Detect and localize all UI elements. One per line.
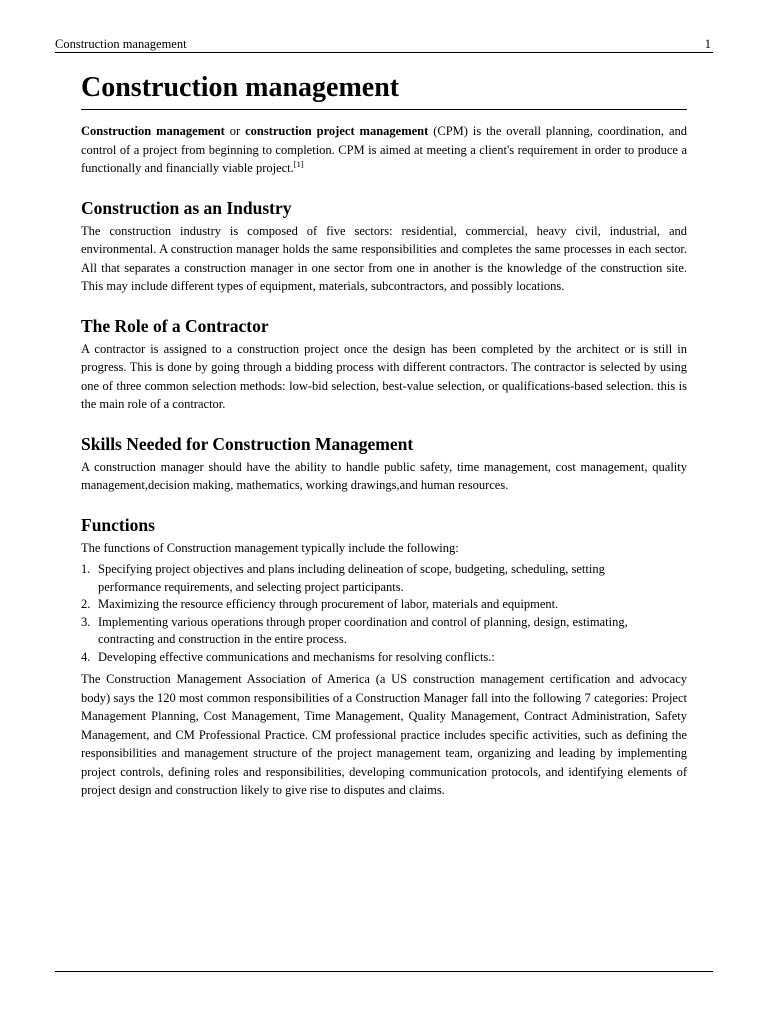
list-item-text: Developing effective communications and mechanisms for resolving conflicts.: <box>98 649 495 664</box>
intro-term-1: Construction management <box>81 124 225 138</box>
running-title: Construction management <box>55 37 187 51</box>
section-heading-skills: Skills Needed for Construction Management <box>81 433 414 454</box>
page-title: Construction management <box>81 70 687 110</box>
intro-text: (CPM) is the overall planning, coordination, and control of a project from beginning to completion. CPM is aimed at meeting a client's requirement in order to produce a functionally and financially viable project. <box>81 124 687 175</box>
list-item <box>81 561 687 596</box>
running-header <box>55 36 713 52</box>
functions-list <box>81 561 687 666</box>
functions-closing: The Construction Management Association of America (a US construction management certification and advocacy body) says the 120 most common responsibilities of a Construction Manager fall into the following 7 categories: Project Management Planning, Cost Management, Time Management, Quality Management, Contract Administration, Safety Management, and CM Professional Practice. CM professional practice includes specific activities, such as defining the responsibilities and management structure of the project management team, organizing and leading by implementing project controls, defining roles and responsibilities, developing communication protocols, and identifying elements of project design and construction likely to give rise to disputes and claims. <box>81 672 687 797</box>
intro-term-2: construction project management <box>245 124 429 138</box>
section-body-contractor: A contractor is assigned to a construction project once the design has been completed by the architect or is still in progress. This is done by going through a bidding process with different contractors. The contractor is selected by using one of three common selection methods: low-bid selection, best-value selection, or qualifications-based selection. this is the main role of a contractor. <box>81 341 687 411</box>
list-item-text: Specifying project objectives and plans including delineation of scope, budgeting, scheduling, setting performance requirements, and selecting project participants. <box>98 562 605 594</box>
list-item-number: 2. <box>81 597 91 611</box>
section-body-skills: A construction manager should have the ability to handle public safety, time management, cost management, quality management,decision making, mathematics, working drawings,and human resources. <box>81 459 687 492</box>
section-body-industry: The construction industry is composed of five sectors: residential, commercial, heavy civil, industrial, and environmental. A construction manager holds the same responsibilities and completes the same processes in each sector. All that separates a construction manager in one sector from one in another is the knowledge of the construction site. This may include different types of equipment, materials, subcontractors, and possibly locations. <box>81 223 687 293</box>
section-heading-functions: Functions <box>81 514 155 535</box>
list-item-number: 3. <box>81 614 91 629</box>
list-item-text: Implementing various operations through proper coordination and control of planning, design, estimating, contracting and construction in the entire process. <box>98 614 628 646</box>
list-item <box>81 596 687 614</box>
citation-link[interactable]: [1] <box>293 159 304 169</box>
functions-lead: The functions of Construction management typically include the following: <box>81 540 459 555</box>
section-heading-contractor: The Role of a Contractor <box>81 315 269 336</box>
page-number: 1 <box>704 37 711 51</box>
list-item-number: 4. <box>81 649 91 664</box>
footer-rule <box>55 971 713 972</box>
intro-or: or <box>224 124 246 138</box>
list-item <box>81 649 687 667</box>
list-item <box>81 614 687 649</box>
article-content <box>81 70 687 800</box>
header-rule <box>55 52 713 53</box>
list-item-text: Maximizing the resource efficiency through procurement of labor, materials and equipment. <box>98 597 559 611</box>
intro-paragraph <box>81 122 687 178</box>
list-item-number: 1. <box>81 562 91 576</box>
section-heading-industry: Construction as an Industry <box>81 197 292 218</box>
